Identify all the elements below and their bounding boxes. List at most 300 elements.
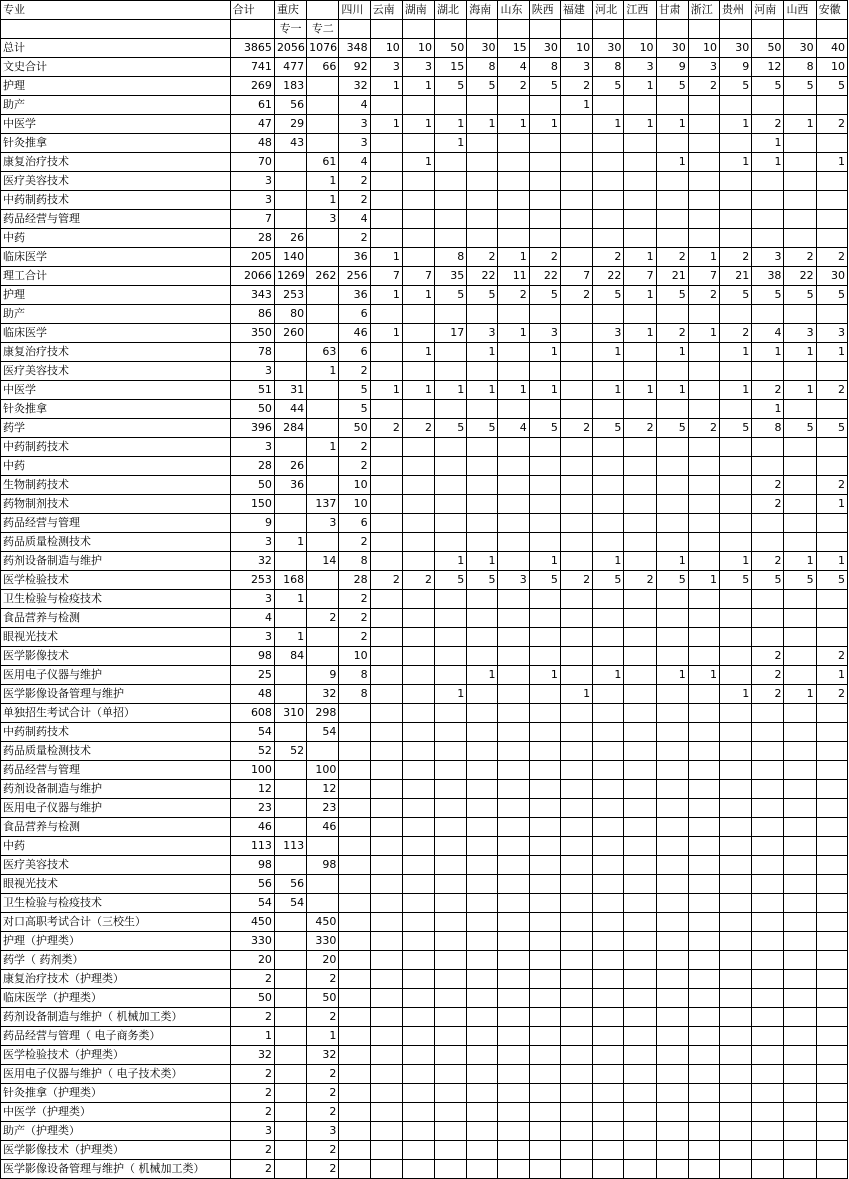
- row-cell: [688, 1141, 719, 1160]
- row-cell: [370, 818, 402, 837]
- row-label: 中药制药技术: [1, 438, 231, 457]
- row-cell: [370, 96, 402, 115]
- row-cell: [720, 229, 752, 248]
- table-row: [1, 153, 848, 172]
- row-cell: 1: [307, 362, 339, 381]
- row-cell: [370, 476, 402, 495]
- row-cell: [370, 1008, 402, 1027]
- row-cell: 343: [230, 286, 274, 305]
- row-cell: [656, 1008, 688, 1027]
- row-cell: 98: [307, 856, 339, 875]
- row-cell: 5: [529, 419, 560, 438]
- row-cell: 6: [339, 514, 370, 533]
- row-cell: 30: [816, 267, 847, 286]
- row-cell: [560, 343, 592, 362]
- row-cell: [688, 134, 719, 153]
- row-cell: [274, 951, 306, 970]
- subheader-cell: [720, 20, 752, 39]
- row-label: 临床医学: [1, 248, 231, 267]
- row-cell: [529, 1160, 560, 1179]
- row-cell: [656, 400, 688, 419]
- row-cell: [435, 704, 467, 723]
- row-cell: [688, 761, 719, 780]
- row-cell: 2: [560, 419, 592, 438]
- row-cell: [402, 875, 434, 894]
- row-cell: [498, 685, 529, 704]
- row-cell: [688, 115, 719, 134]
- row-cell: [435, 780, 467, 799]
- row-cell: [274, 438, 306, 457]
- table-row: [1, 875, 848, 894]
- row-cell: [370, 780, 402, 799]
- row-cell: [720, 210, 752, 229]
- row-cell: 1: [370, 381, 402, 400]
- row-cell: [370, 761, 402, 780]
- row-cell: [402, 704, 434, 723]
- row-cell: [435, 343, 467, 362]
- row-cell: [593, 514, 624, 533]
- row-cell: 50: [752, 39, 784, 58]
- row-cell: [467, 362, 498, 381]
- row-cell: 32: [230, 1046, 274, 1065]
- row-cell: [529, 647, 560, 666]
- row-cell: [402, 400, 434, 419]
- row-cell: [307, 400, 339, 419]
- row-cell: 2: [307, 1008, 339, 1027]
- row-cell: [656, 229, 688, 248]
- row-cell: [402, 970, 434, 989]
- row-cell: [720, 457, 752, 476]
- row-cell: [370, 305, 402, 324]
- table-row: [1, 77, 848, 96]
- table-row: [1, 324, 848, 343]
- row-cell: [784, 856, 816, 875]
- table-row: [1, 742, 848, 761]
- row-cell: 2: [339, 362, 370, 381]
- row-cell: 113: [230, 837, 274, 856]
- table-row: [1, 514, 848, 533]
- row-cell: [467, 780, 498, 799]
- row-cell: [498, 913, 529, 932]
- row-cell: [752, 761, 784, 780]
- row-cell: [370, 913, 402, 932]
- row-cell: [593, 742, 624, 761]
- row-cell: [816, 989, 847, 1008]
- row-label: 总计: [1, 39, 231, 58]
- row-cell: 2: [370, 419, 402, 438]
- row-cell: [560, 134, 592, 153]
- row-cell: [402, 1103, 434, 1122]
- row-cell: 30: [656, 39, 688, 58]
- row-cell: [370, 362, 402, 381]
- row-cell: [274, 1160, 306, 1179]
- row-cell: 10: [688, 39, 719, 58]
- row-cell: [370, 533, 402, 552]
- row-cell: [498, 780, 529, 799]
- row-cell: [688, 628, 719, 647]
- row-cell: [467, 913, 498, 932]
- row-cell: [816, 913, 847, 932]
- row-cell: [784, 913, 816, 932]
- row-cell: [402, 742, 434, 761]
- row-cell: [435, 153, 467, 172]
- row-cell: 5: [752, 571, 784, 590]
- row-cell: 56: [274, 875, 306, 894]
- row-cell: [784, 837, 816, 856]
- row-cell: [498, 305, 529, 324]
- row-cell: 1: [467, 343, 498, 362]
- row-cell: [688, 799, 719, 818]
- row-cell: [784, 780, 816, 799]
- row-cell: [656, 951, 688, 970]
- row-cell: 10: [624, 39, 656, 58]
- row-cell: [402, 666, 434, 685]
- row-cell: 7: [230, 210, 274, 229]
- row-cell: [656, 1141, 688, 1160]
- row-cell: [624, 172, 656, 191]
- row-cell: 1: [529, 666, 560, 685]
- row-cell: [560, 590, 592, 609]
- row-cell: [529, 989, 560, 1008]
- row-cell: 20: [307, 951, 339, 970]
- row-cell: [656, 495, 688, 514]
- row-cell: 26: [274, 457, 306, 476]
- row-cell: 1: [752, 343, 784, 362]
- row-cell: 348: [339, 39, 370, 58]
- row-cell: 1: [784, 552, 816, 571]
- row-label: 医用电子仪器与维护: [1, 666, 231, 685]
- row-cell: 56: [230, 875, 274, 894]
- row-cell: 1: [624, 286, 656, 305]
- row-cell: [688, 818, 719, 837]
- row-cell: [784, 1160, 816, 1179]
- row-cell: [529, 1008, 560, 1027]
- row-cell: [339, 1103, 370, 1122]
- row-label: 中药制药技术: [1, 191, 231, 210]
- row-cell: [624, 685, 656, 704]
- row-cell: [624, 362, 656, 381]
- row-cell: [560, 153, 592, 172]
- row-cell: [560, 210, 592, 229]
- row-cell: [624, 153, 656, 172]
- row-cell: 3: [816, 324, 847, 343]
- row-cell: [498, 1141, 529, 1160]
- header-cell: 陕西: [529, 1, 560, 20]
- row-cell: 5: [784, 571, 816, 590]
- header-cell: 湖北: [435, 1, 467, 20]
- table-row: [1, 666, 848, 685]
- row-cell: [498, 989, 529, 1008]
- row-cell: [688, 856, 719, 875]
- table-row: [1, 419, 848, 438]
- row-cell: [624, 799, 656, 818]
- row-cell: [720, 666, 752, 685]
- row-cell: [467, 989, 498, 1008]
- row-cell: 477: [274, 58, 306, 77]
- row-cell: [624, 590, 656, 609]
- row-cell: [498, 1122, 529, 1141]
- row-cell: 2: [339, 191, 370, 210]
- row-cell: [529, 951, 560, 970]
- header-cell: 海南: [467, 1, 498, 20]
- row-cell: 2: [560, 571, 592, 590]
- row-cell: [307, 590, 339, 609]
- row-cell: [656, 989, 688, 1008]
- table-row: [1, 1027, 848, 1046]
- table-row: [1, 248, 848, 267]
- row-cell: [467, 495, 498, 514]
- row-cell: [370, 970, 402, 989]
- row-cell: [467, 875, 498, 894]
- table-row: [1, 1084, 848, 1103]
- row-cell: [402, 685, 434, 704]
- row-cell: 50: [230, 476, 274, 495]
- row-cell: [784, 1065, 816, 1084]
- row-cell: 31: [274, 381, 306, 400]
- row-cell: 23: [307, 799, 339, 818]
- row-cell: 92: [339, 58, 370, 77]
- row-cell: [435, 362, 467, 381]
- row-cell: [720, 856, 752, 875]
- row-cell: [402, 172, 434, 191]
- row-cell: [688, 837, 719, 856]
- row-cell: [624, 723, 656, 742]
- row-cell: 5: [339, 381, 370, 400]
- row-cell: 30: [467, 39, 498, 58]
- row-cell: 2: [593, 248, 624, 267]
- row-cell: [402, 894, 434, 913]
- row-cell: [370, 590, 402, 609]
- row-cell: [720, 1141, 752, 1160]
- table-row: [1, 818, 848, 837]
- row-cell: [720, 438, 752, 457]
- row-cell: [560, 191, 592, 210]
- row-cell: 1: [656, 666, 688, 685]
- row-label: 药品经营与管理: [1, 210, 231, 229]
- row-cell: [402, 552, 434, 571]
- row-cell: 1: [402, 343, 434, 362]
- row-cell: [339, 932, 370, 951]
- row-cell: [498, 343, 529, 362]
- row-cell: [370, 1046, 402, 1065]
- row-label: 护理（护理类）: [1, 932, 231, 951]
- row-cell: [498, 172, 529, 191]
- row-cell: [560, 362, 592, 381]
- row-cell: [498, 932, 529, 951]
- row-cell: [656, 191, 688, 210]
- row-cell: [624, 476, 656, 495]
- row-cell: 54: [274, 894, 306, 913]
- row-cell: [370, 1103, 402, 1122]
- row-cell: [560, 932, 592, 951]
- row-cell: 3: [230, 628, 274, 647]
- row-cell: [656, 210, 688, 229]
- row-cell: 1: [307, 191, 339, 210]
- row-cell: 10: [339, 647, 370, 666]
- row-cell: [498, 1084, 529, 1103]
- row-cell: [402, 533, 434, 552]
- row-cell: [624, 134, 656, 153]
- row-cell: [435, 1160, 467, 1179]
- row-cell: 269: [230, 77, 274, 96]
- row-cell: 2: [370, 571, 402, 590]
- table-row: [1, 647, 848, 666]
- row-cell: [560, 305, 592, 324]
- row-cell: 330: [307, 932, 339, 951]
- row-cell: [784, 647, 816, 666]
- row-cell: [784, 514, 816, 533]
- row-cell: [752, 856, 784, 875]
- row-cell: [307, 96, 339, 115]
- row-label: 医学检验技术（护理类）: [1, 1046, 231, 1065]
- row-cell: 2: [307, 970, 339, 989]
- row-cell: [402, 761, 434, 780]
- row-cell: [435, 229, 467, 248]
- row-cell: [498, 476, 529, 495]
- row-cell: [498, 362, 529, 381]
- row-cell: [274, 666, 306, 685]
- row-cell: [656, 1122, 688, 1141]
- row-cell: [593, 96, 624, 115]
- row-cell: [529, 761, 560, 780]
- row-cell: [720, 134, 752, 153]
- row-cell: [370, 932, 402, 951]
- row-cell: [688, 457, 719, 476]
- row-cell: [402, 96, 434, 115]
- row-label: 助产: [1, 96, 231, 115]
- row-cell: [402, 609, 434, 628]
- row-label: 针灸推拿（护理类）: [1, 1084, 231, 1103]
- row-cell: 1: [816, 552, 847, 571]
- row-cell: [752, 191, 784, 210]
- table-row: [1, 191, 848, 210]
- row-cell: 4: [339, 153, 370, 172]
- row-label: 临床医学（护理类）: [1, 989, 231, 1008]
- table-row: [1, 970, 848, 989]
- row-cell: 100: [307, 761, 339, 780]
- row-cell: [784, 875, 816, 894]
- row-cell: [274, 856, 306, 875]
- row-cell: 5: [593, 286, 624, 305]
- row-cell: 1: [498, 381, 529, 400]
- row-cell: [593, 704, 624, 723]
- row-label: 医学影像设备管理与维护（ 机械加工类）: [1, 1160, 231, 1179]
- row-label: 中医学: [1, 381, 231, 400]
- row-cell: 28: [230, 229, 274, 248]
- row-cell: [467, 723, 498, 742]
- row-cell: 2: [230, 1103, 274, 1122]
- row-cell: [498, 666, 529, 685]
- row-cell: 2: [339, 590, 370, 609]
- row-cell: [529, 229, 560, 248]
- row-cell: [816, 761, 847, 780]
- row-cell: [688, 210, 719, 229]
- row-cell: [339, 1046, 370, 1065]
- row-cell: [593, 951, 624, 970]
- row-cell: 5: [593, 571, 624, 590]
- row-cell: 137: [307, 495, 339, 514]
- row-cell: [560, 1046, 592, 1065]
- row-cell: 22: [467, 267, 498, 286]
- row-cell: 1: [720, 115, 752, 134]
- row-cell: 1: [230, 1027, 274, 1046]
- row-cell: 2: [784, 248, 816, 267]
- row-cell: [688, 229, 719, 248]
- row-cell: [529, 742, 560, 761]
- row-cell: [688, 514, 719, 533]
- row-cell: [435, 609, 467, 628]
- row-cell: [307, 77, 339, 96]
- row-cell: [467, 894, 498, 913]
- row-cell: [656, 875, 688, 894]
- row-cell: [752, 1103, 784, 1122]
- row-cell: 3: [467, 324, 498, 343]
- row-cell: 25: [230, 666, 274, 685]
- table-row: [1, 723, 848, 742]
- row-cell: 61: [307, 153, 339, 172]
- row-cell: 5: [720, 286, 752, 305]
- row-cell: [402, 134, 434, 153]
- row-cell: [498, 1065, 529, 1084]
- row-cell: 3: [370, 58, 402, 77]
- row-cell: 8: [339, 552, 370, 571]
- row-cell: [784, 495, 816, 514]
- row-cell: 2: [230, 1141, 274, 1160]
- row-cell: [816, 932, 847, 951]
- row-cell: 10: [816, 58, 847, 77]
- row-cell: [720, 1160, 752, 1179]
- row-cell: [339, 1065, 370, 1084]
- row-cell: 6: [339, 305, 370, 324]
- row-cell: [688, 1008, 719, 1027]
- row-cell: 5: [529, 77, 560, 96]
- row-cell: [752, 894, 784, 913]
- row-cell: [816, 970, 847, 989]
- row-cell: [402, 495, 434, 514]
- row-cell: [339, 894, 370, 913]
- row-cell: [274, 1141, 306, 1160]
- row-cell: [339, 856, 370, 875]
- row-cell: [498, 533, 529, 552]
- table-row: [1, 571, 848, 590]
- row-cell: [816, 400, 847, 419]
- row-cell: [274, 913, 306, 932]
- row-label: 药剂设备制造与维护: [1, 552, 231, 571]
- row-cell: [784, 1122, 816, 1141]
- table-row: [1, 894, 848, 913]
- row-cell: 2: [752, 552, 784, 571]
- row-cell: 2: [816, 115, 847, 134]
- row-cell: 3: [230, 172, 274, 191]
- row-cell: [370, 685, 402, 704]
- row-cell: [688, 609, 719, 628]
- row-cell: 5: [435, 77, 467, 96]
- row-cell: [656, 1046, 688, 1065]
- row-cell: [784, 1141, 816, 1160]
- row-cell: [339, 951, 370, 970]
- row-cell: [435, 1027, 467, 1046]
- row-cell: 30: [593, 39, 624, 58]
- table-row: [1, 552, 848, 571]
- row-cell: 1: [752, 134, 784, 153]
- row-cell: 3: [230, 191, 274, 210]
- table-row: [1, 267, 848, 286]
- row-cell: [402, 1027, 434, 1046]
- row-cell: [529, 96, 560, 115]
- row-cell: [624, 951, 656, 970]
- row-cell: [784, 723, 816, 742]
- row-cell: 28: [230, 457, 274, 476]
